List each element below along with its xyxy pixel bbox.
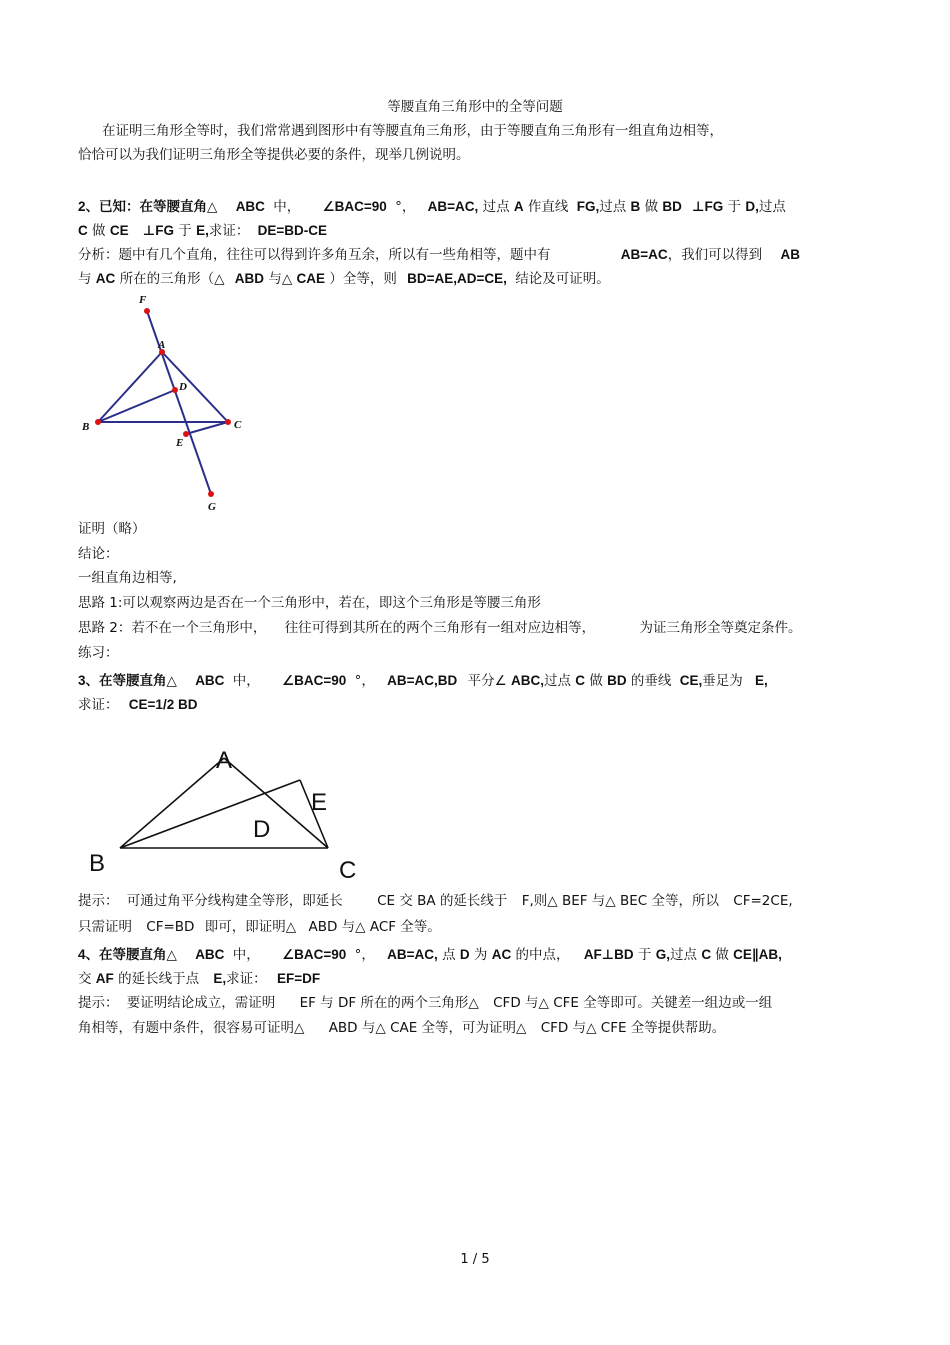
- line-fg: [147, 311, 211, 494]
- problem2-figure: [70, 290, 270, 520]
- label-a: A: [216, 747, 233, 774]
- point-d: [172, 387, 178, 393]
- problem4-hint-2: 角相等，有题中条件，很容易可证明△ ABD 与△ CAE 全等，可为证明△ CFD 与△ CFE 全等提供帮助。: [78, 1020, 726, 1036]
- problem2-analysis-1: 分析：题中有几个直角，往往可以得到许多角互余，所以有一些角相等，题中有 AB=AC，我们可以得到 AB: [78, 247, 800, 263]
- label-d: D: [179, 381, 187, 393]
- problem3-line-2: 求证： CE=1/2 BD: [78, 697, 198, 713]
- label-d: D: [253, 816, 271, 843]
- label-b: B: [82, 421, 90, 433]
- problem3-line-1: 3、在等腰直角△ ABC 中， ∠BAC=90 °， AB=AC,BD 平分∠ ABC,过点 C 做 BD 的垂线 CE,垂足为 E,: [78, 673, 768, 689]
- conclusion-label: 结论：: [78, 546, 119, 562]
- point-b: [95, 419, 101, 425]
- label-c: C: [234, 419, 242, 431]
- label-a: A: [158, 339, 166, 351]
- point-c: [225, 419, 231, 425]
- point-g: [208, 491, 214, 497]
- segment-ab: [120, 758, 224, 848]
- label-b: B: [89, 850, 106, 877]
- page-title: 等腰直角三角形中的全等问题: [387, 99, 563, 115]
- label-e: E: [311, 789, 328, 816]
- problem2-line-2: C 做 CE ⊥FG 于 E,求证： DE=BD-CE: [78, 223, 328, 239]
- problem3-figure: [80, 740, 380, 890]
- conclusion-point: 一组直角边相等,: [78, 570, 177, 586]
- idea-2: 思路 2：若不在一个三角形中， 往往可得到其所在的两个三角形有一组对应边相等， 为证三角形全等奠定条件。: [78, 620, 802, 636]
- idea-1: 思路 1:可以观察两边是否在一个三角形中，若在，即这个三角形是等腰三角形: [78, 595, 541, 611]
- proof-line: 证明（略）: [78, 521, 146, 537]
- problem2-line-1: 2、已知：在等腰直角△ ABC 中， ∠BAC=90 °， AB=AC, 过点 A 作直线 FG,过点 B 做 BD ⊥FG 于 D,过点: [78, 199, 786, 215]
- segment-be: [120, 780, 300, 848]
- segment-ce: [186, 422, 228, 434]
- label-g: G: [208, 501, 216, 513]
- page-number: 1 / 5: [460, 1252, 490, 1267]
- intro-line-2: 恰恰可以为我们证明三角形全等提供必要的条件，现举几例说明。: [78, 147, 470, 163]
- label-f: F: [139, 294, 147, 306]
- point-f: [144, 308, 150, 314]
- problem4-line-2: 交 AF 的延长线于点 E,求证： EF=DF: [78, 971, 321, 987]
- problem3-hint-1: 提示： 可通过角平分线构建全等形，即延长 CE 交 BA 的延长线于 F,则△ BEF 与△ BEC 全等，所以 CF=2CE,: [78, 893, 793, 909]
- label-c: C: [339, 857, 357, 884]
- problem3-hint-2: 只需证明 CF=BD 即可，即证明△ ABD 与△ ACF 全等。: [78, 919, 441, 935]
- label-e: E: [176, 437, 184, 449]
- segment-ab: [98, 352, 162, 422]
- problem4-hint-1: 提示： 要证明结论成立，需证明 EF 与 DF 所在的两个三角形△ CFD 与△ CFE 全等即可。关键差一组边或一组: [78, 995, 773, 1011]
- segment-ac: [162, 352, 228, 422]
- intro-line-1: 在证明三角形全等时，我们常常遇到图形中有等腰直角三角形，由于等腰直角三角形有一组直角边相等，: [102, 123, 723, 139]
- problem4-line-1: 4、在等腰直角△ ABC 中， ∠BAC=90 °， AB=AC, 点 D 为 AC 的中点， AF⊥BD 于 G,过点 C 做 CE∥AB,: [78, 947, 782, 963]
- problem2-analysis-2: 与 AC 所在的三角形（△ ABD 与△ CAE ）全等，则 BD=AE,AD=CE, 结论及可证明。: [78, 271, 610, 287]
- practice-label: 练习：: [78, 645, 119, 661]
- point-e: [183, 431, 189, 437]
- segment-bd: [98, 390, 175, 422]
